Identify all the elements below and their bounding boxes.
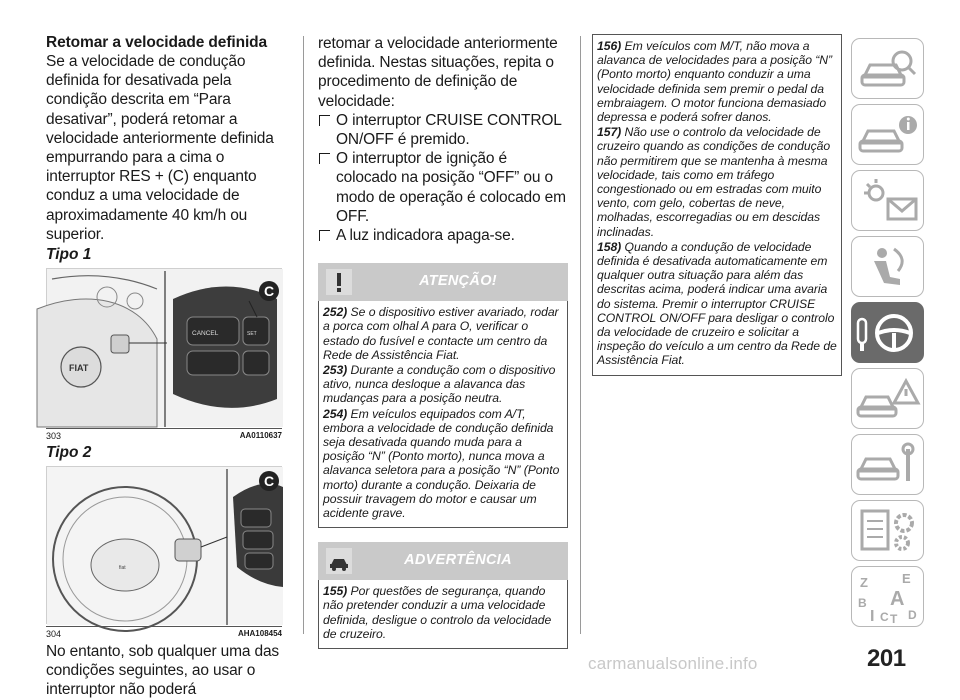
warning-title: ADVERTÊNCIA: [404, 552, 512, 569]
warning-header: [318, 542, 568, 580]
attention-title: ATENÇÃO!: [419, 273, 497, 290]
paragraph-conditions: No entanto, sob qualquer uma das condições seguintes, ao usar o interruptor não poderá: [46, 643, 280, 699]
note-item: 155) Por questões de segurança, quando não pretender conduzir a uma velocidade definida, desligue o controlo da velocidade de cruzeiro.: [323, 584, 552, 641]
page-number: 201: [867, 645, 906, 672]
car-warning-triangle-icon: [852, 369, 925, 430]
note-item: 156) Em veículos com M/T, não mova a alavanca de velocidades para a posição “N” (Ponto morto) enquanto conduzir a uma velocidade definida sem premir o pedal da embraiagem. O motor funciona demasiado depressa e poderá sofrer danos.: [597, 39, 833, 125]
figure-304: [46, 466, 282, 624]
column-3: [592, 34, 842, 376]
car-wrench-icon: [852, 435, 925, 496]
svg-text:I: I: [870, 608, 875, 625]
set-label: SET: [247, 331, 257, 338]
chapter-tab-knowing-vehicle[interactable]: [851, 38, 924, 99]
bullet-item: O interruptor de ignição é colocado na posição “OFF” ou o modo de operação é colocado em OFF.: [318, 149, 568, 226]
alphabet-index-icon: [852, 567, 925, 628]
svg-text:E: E: [902, 571, 911, 586]
svg-text:C: C: [880, 610, 889, 624]
specs-gears-icon: [852, 501, 925, 562]
airbag-seat-icon: [852, 237, 925, 298]
svg-text:B: B: [858, 596, 867, 610]
figure-code: AHA108454: [237, 629, 282, 639]
bullet-item: O interruptor CRUISE CONTROL ON/OFF é premido.: [318, 111, 568, 149]
chapter-tab-dashboard[interactable]: [851, 104, 924, 165]
warning-box: [318, 580, 568, 649]
svg-text:D: D: [908, 608, 917, 622]
svg-text:A: A: [890, 588, 905, 610]
bullet-mark: [319, 115, 330, 126]
chapter-tab-emergency[interactable]: [851, 368, 924, 429]
cancel-label: CANCEL: [192, 330, 219, 338]
column-divider: [580, 36, 581, 634]
svg-text:fiat: fiat: [119, 565, 126, 572]
bullet-mark: [319, 153, 330, 164]
bullet-item: A luz indicadora apaga-se.: [318, 226, 568, 245]
paragraph-resume: Se a velocidade de condução definida for desativada pela condição descrita em “Para desativar”, poderá retomar a velocidade anteriormente definida empurrando para a cima o interruptor RES + (C) enquanto conduz a uma velocidade de aproximadamente 40 km/h ou superior.: [46, 53, 274, 243]
chapter-tab-safety[interactable]: [851, 236, 924, 297]
figure-code: AA0110637: [239, 431, 282, 441]
figure-303: [46, 268, 282, 426]
subtitle-tipo1: Tipo 1: [46, 246, 92, 264]
column-1: [46, 34, 282, 700]
subtitle-tipo2: Tipo 2: [46, 444, 92, 462]
attention-header: [318, 263, 568, 301]
bullet-mark: [319, 230, 330, 241]
figure-number: 303: [46, 431, 62, 442]
column-2: [318, 34, 568, 649]
car-search-icon: [852, 39, 925, 100]
chapter-tab-maintenance[interactable]: [851, 434, 924, 495]
note-item: 253) Durante a condução com o dispositivo ativo, nunca desloque a alavanca das mudanças para a posição neutra.: [323, 363, 556, 406]
chapter-tab-starting-driving[interactable]: [851, 302, 924, 363]
chapter-tab-technical-data[interactable]: [851, 500, 924, 561]
key-steering-wheel-icon: [852, 303, 925, 364]
note-item: 254) Em veículos equipados com A/T, embora a velocidade de condução definida seja desativada quando muda para a posição “N” (Ponto morto), nunca mova a alavanca seletora para a posição “N” (Ponto morto) durante a condução. Deixaria de possuir travagem do motor e causar um acidente grave.: [323, 406, 560, 521]
column-divider: [303, 36, 304, 634]
svg-text:T: T: [890, 612, 898, 626]
steering-switch-illustration-2: [47, 467, 283, 625]
note-item: 157) Não use o controlo da velocidade de cruzeiro quando as condições de condução não permitirem que se mantenha à mesma velocidade, tais como em tráfego congestionado ou em estradas com muito vento, com gelo, cobertas de neve, molhadas, escorregadias ou em descidas inclinadas.: [597, 125, 831, 239]
note-item: 252) Se o dispositivo estiver avariado, rodar a porca com olhal A para O, verificar o estado do fusível e contacte um centro da Rede de Assistência Fiat.: [323, 305, 559, 362]
attention-box: [318, 301, 568, 528]
paragraph-repeat: retomar a velocidade anteriormente definida. Nestas situações, repita o procedimento de definição de velocidade:: [318, 35, 558, 110]
figure-304-caption: [46, 626, 282, 640]
watermark: carmanualsonline.info: [588, 654, 758, 673]
svg-text:Z: Z: [860, 575, 868, 590]
note-item: 158) Quando a condução de velocidade definida é desativada automaticamente em qualquer outra situação para além das descritas acima, poderá indicar uma avaria do sistema. Premir o interruptor CRUISE CONTROL ON/OFF para desligar o controlo da velocidade de cruzeiro e solicitar a inspeção do veículo a um centro da Rede de Assistência Fiat.: [597, 239, 837, 368]
steering-switch-illustration-1: [47, 269, 283, 427]
figure-number: 304: [46, 629, 62, 640]
figure-303-caption: [46, 428, 282, 442]
car-info-icon: [852, 105, 925, 166]
warning-lights-mail-icon: [852, 171, 925, 232]
callout-c-1: C: [264, 283, 275, 300]
svg-text:FIAT: FIAT: [69, 363, 89, 374]
section-title: Retomar a velocidade definida: [46, 34, 268, 51]
chapter-tab-index[interactable]: [851, 566, 924, 627]
warning-notes-continued: [592, 34, 842, 376]
callout-c-2: C: [264, 473, 275, 490]
chapter-tab-warning-lights[interactable]: [851, 170, 924, 231]
